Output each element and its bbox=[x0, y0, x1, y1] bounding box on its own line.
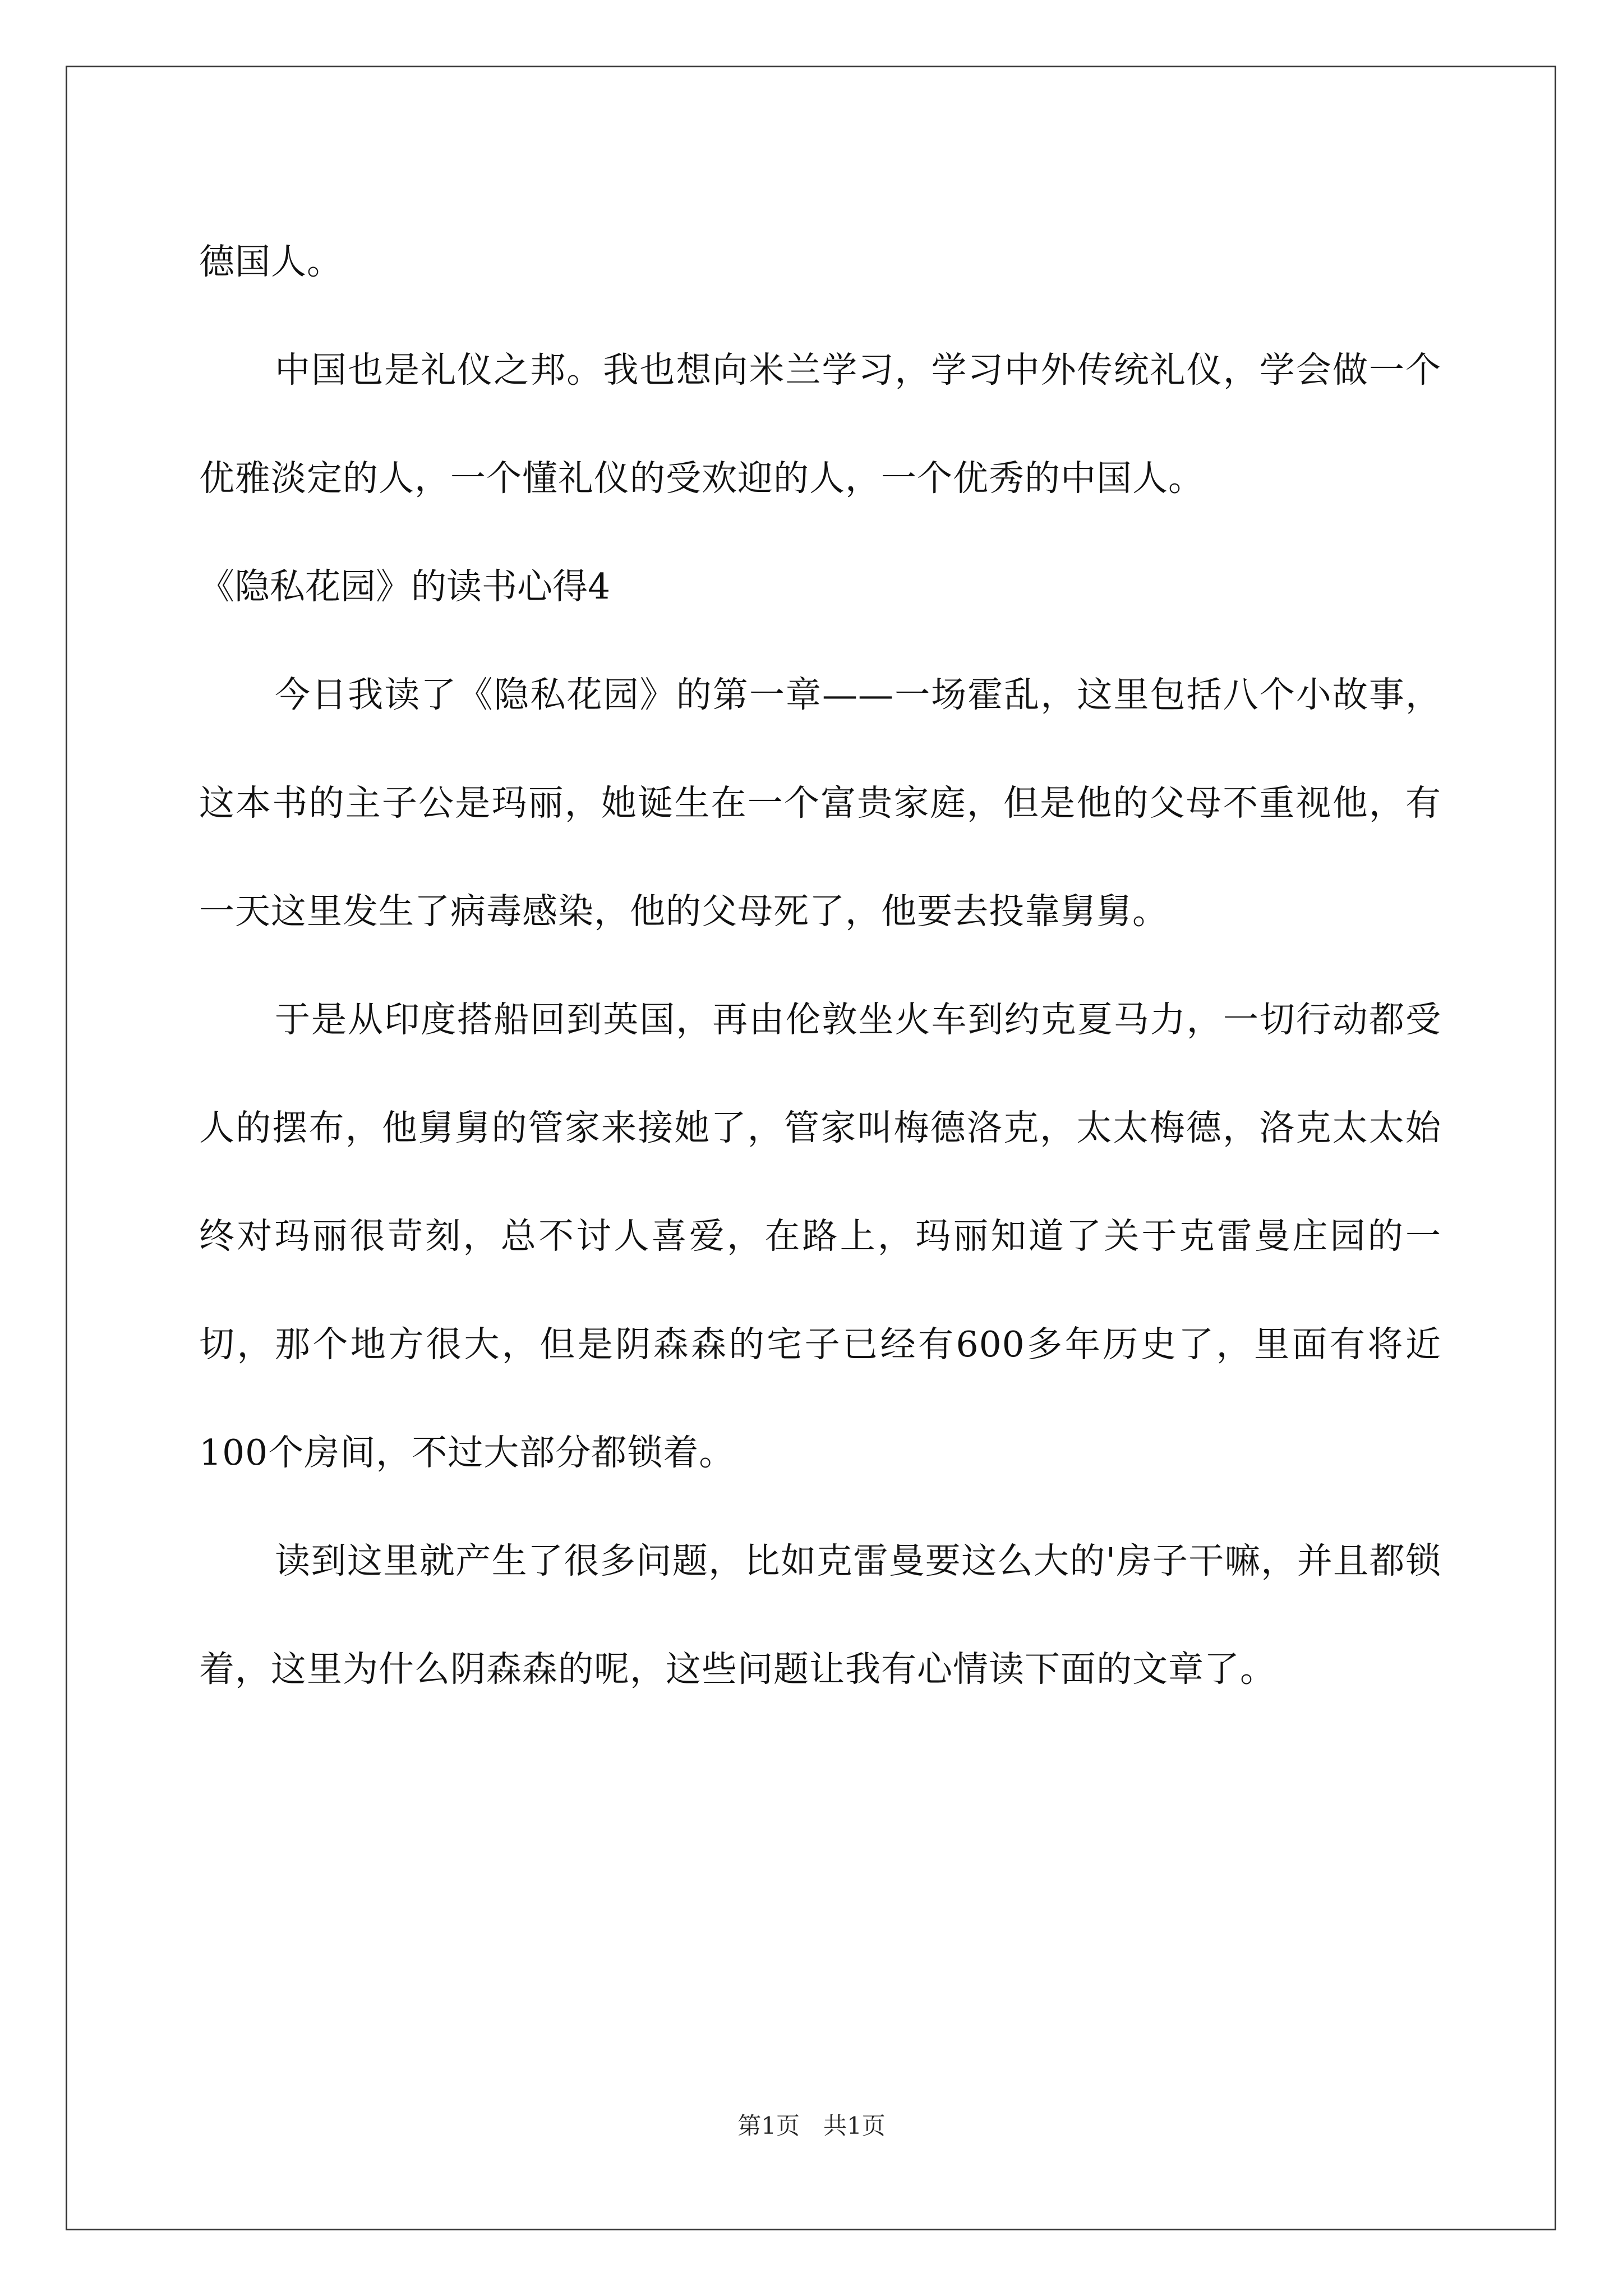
section-heading: 《隐私花园》的读书心得4 bbox=[199, 566, 611, 607]
paragraph-3: 今日我读了《隐私花园》的第一章——一场霍乱，这里包括八个小故事，这本书的主子公是玛丽，她诞生在一个富贵家庭，但是他的父母不重视他，有一天这里发生了病毒感染，他的父母死了，他要去投靠舅舅。 bbox=[199, 674, 1441, 932]
paragraph-2: 中国也是礼仪之邦。我也想向米兰学习，学习中外传统礼仪，学会做一个优雅淡定的人，一个懂礼仪的受欢迎的人，一个优秀的中国人。 bbox=[199, 349, 1441, 499]
paragraph-4: 于是从印度搭船回到英国，再由伦敦坐火车到约克夏马力，一切行动都受人的摆布，他舅舅的管家来接她了，管家叫梅德洛克，太太梅德，洛克太太始终对玛丽很苛刻，总不讨人喜爱，在路上，玛丽知道了关于克雷曼庄园的一切，那个地方很大，但是阴森森的宅子已经有600多年历史了，里面有将近100个房间，不过大部分都锁着。 bbox=[199, 999, 1441, 1473]
paragraph-5: 读到这里就产生了很多问题，比如克雷曼要这么大的'房子干嘛，并且都锁着，这里为什么阴森森的呢，这些问题让我有心情读下面的文章了。 bbox=[199, 1540, 1441, 1690]
document-body bbox=[199, 208, 1441, 1723]
page-footer: 第1页 共1页 bbox=[737, 2112, 886, 2139]
paragraph-1: 德国人。 bbox=[199, 241, 343, 282]
